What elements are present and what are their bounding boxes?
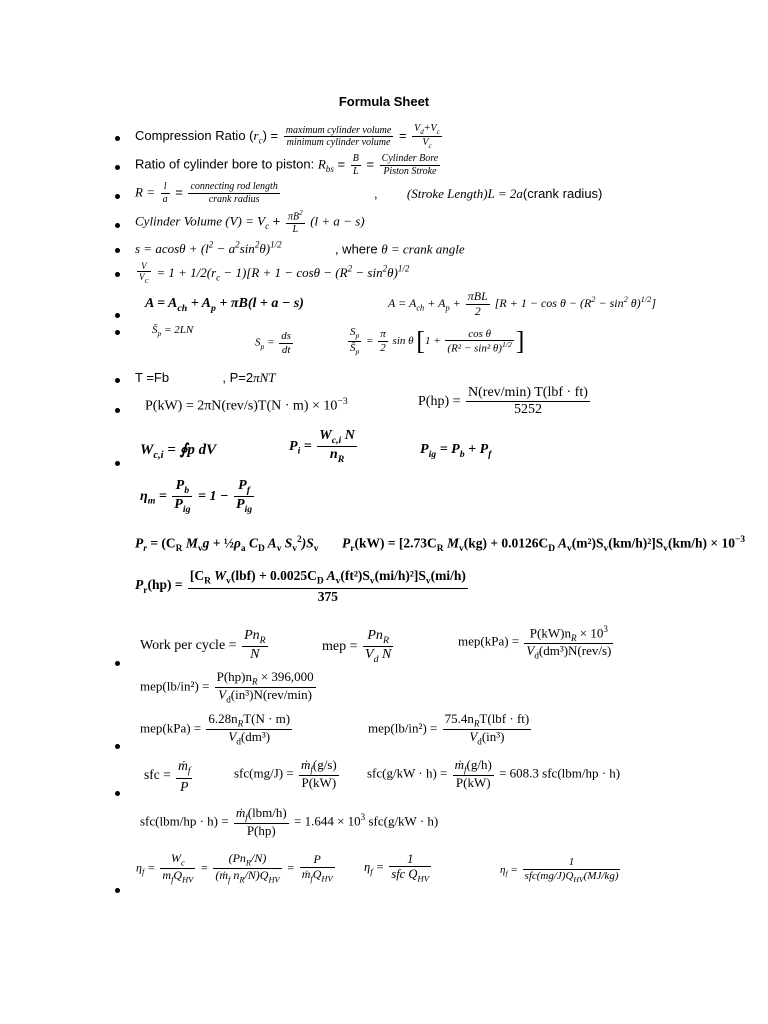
fraction: $\frac{W_{c,i} N}{n_R}$ [319,428,355,465]
bullet [115,378,120,383]
fraction: $\frac{\text{πBL}}{2}$ [467,289,488,318]
bullet [115,136,120,141]
bullet [115,461,120,466]
fraction: $\frac{\text{connecting rod length}}{\text{crank radius}}$ [190,181,278,205]
compression-ratio-formula: Compression Ratio $(r_c)$ = $\frac{\text{maximum cylinder volume}}{\text{minimum cylinder volume}}$ = $\frac{V_d+V_c}{V_c}$ [135,123,440,151]
bullet [115,408,120,413]
fraction: $\frac{P_b}{P_{ig}}$ [174,478,191,515]
bullet [115,330,120,335]
sfc-formula: sfc = $\frac{ṁ_f}{P}$ [144,758,191,794]
fraction: $\frac{Pn_R}{V_d N}$ [365,628,392,665]
mep-formula: mep = $\frac{Pn_R}{V_d N}$ [322,628,392,665]
fraction: $\frac{B}{L}$ [352,153,359,177]
road-power-hp-formula: $P_r(hp)$ = $\frac{[C_R W_v(lbf) + 0.0025C_D A_v(ft^2)S_v(mi/h)^2]S_v(mi/h)}{375}$ [135,568,466,604]
stroke-length-formula: , (Stroke Length)L = 2a(crank radius) [374,186,603,201]
rod-ratio-formula: R = $\frac{l}{a}$ = $\frac{\text{connecting rod length}}{\text{crank radius}}$ [135,181,278,205]
fraction: $\frac{\text{maximum cylinder volume}}{\text{minimum cylinder volume}}$ [285,124,392,149]
fraction: $\frac{[C_R W_v(lbf) + 0.0025C_D A_v(ft^2)S_v(mi/h)^2]S_v(mi/h)}{375}$ [189,568,466,604]
bullet [115,248,120,253]
fuel-efficiency-formula: $\eta_f$ = $\frac{W_c}{m_fQ_{HV}}$ = $\frac{(Pn_R/N)}{(ṁ_f n_R/N)Q_{HV}}$ = $\frac{P}{ṁ_fQ_{HV}}$ [136,851,333,885]
bullet [115,194,120,199]
fraction: $\frac{P}{ṁ_fQ_{HV}}$ [301,852,333,884]
fraction: $\frac{75.4n_RT(lbf \cdot ft)}{V_d(in^3)}$ [444,711,530,747]
fraction: $\frac{ṁ_f}{P}$ [178,758,191,794]
fraction: $\frac{Pn_R}{N}$ [244,628,266,663]
bullet [115,888,120,893]
fraction: $\frac{\pi}{2}$ [380,328,386,355]
sfc-mg-j-formula: sfc(mg/J) = $\frac{ṁ_f(g/s)}{P(kW)}$ [234,757,337,791]
indicated-work-formula: $W_{c,i}$ = ∮p dV [140,442,217,461]
fraction: $\frac{ṁ_f(g/s)}{P(kW)}$ [300,757,337,791]
instant-piston-speed-formula: $S_p$ = $\frac{ds}{dt}$ [255,330,292,356]
work-per-cycle-formula: Work per cycle = $\frac{Pn_R}{N}$ [140,628,266,663]
fuel-efficiency-mj-formula: $\eta_f$ = $\frac{1}{sfc(mg/J)Q_{HV}(MJ/kg)}$ [500,856,619,884]
mep-kpa-torque-formula: mep(kPa) = $\frac{6.28n_RT(N \cdot m)}{V_d(dm^3)}$ [140,711,291,747]
fraction: $\frac{\text{cos θ}}{(R^2 - \sin^2 \theta)^{1/2}}$ [447,327,512,355]
volume-ratio-formula: $\frac{V}{V_C}$ = $1 + 1/2(r_c - 1)[R + 1 - \cos\theta - (R^2 - \sin^2\theta)^{1/2}$ [139,261,410,286]
surface-area-crank-formula: $A = A_{ch} + A_p$ + $\frac{\text{πBL}}{2}$ $[R + 1 - \cos \theta - (R^2 - \sin^2 \theta)^{1/2}]$ [388,289,657,318]
fraction: $\frac{\text{Cylinder Bore}}{\text{Piston Stroke}}$ [381,153,439,177]
fraction: $\frac{P(kW)n_R \times 10^3}{V_d(dm^3)N(rev/s)}$ [526,624,612,661]
fraction: $\frac{l}{a}$ [162,181,168,205]
power-hp-formula: P(hp) = $\frac{\text{N(rev/min) T(lbf · ft)}}{5252}$ [418,385,588,418]
fraction: $\frac{P(hp)n_R \times 396,000}{V_d(in^3)N(rev/\min)}$ [216,669,314,705]
sfc-g-kwh-formula: sfc(g/kW · h) = $\frac{ṁ_f(g/h)}{P(kW)}$ = 608.3 sfc(lbm/hp · h) [367,757,621,791]
fuel-efficiency-sfc-formula: $\eta_f$ = $\frac{1}{sfc Q_{HV}}$ [364,852,430,884]
bullet [115,744,120,749]
mep-lb-torque-formula: mep(lb/in²) = $\frac{75.4n_RT(lbf \cdot ft)}{V_d(in^3)}$ [368,711,530,747]
bullet [115,791,120,796]
road-power-kw-formula: $P_r(kW) = [2.73C_R$ $M_v(kg) + 0.0126C_D$ $A_v(m^2)S_v(km/h)^2]S_v(km/h) \times 10^{-3}$ [342,535,746,555]
road-power-formula: $P_r = (C_R$ $M_vg$ + $\frac{1}{2}\rho_a$ $C_D$ $A_v$ $S_v^2)S_v$ [135,535,319,555]
mep-lb-power-formula: mep(lb/in²) = $\frac{P(hp)n_R \times 396,000}{V_d(in^3)N(rev/\min)}$ [140,669,314,705]
fraction: $\frac{P_f}{P_{ig}}$ [235,478,253,515]
fraction: $\frac{ds}{dt}$ [281,330,292,356]
mechanical-efficiency-formula: $\eta_m$ = $\frac{P_b}{P_{ig}}$ = 1 − $\frac{P_f}{P_{ig}}$ [140,478,253,515]
bullet [115,223,120,228]
cylinder-volume-formula: Cylinder Volume $(V) = V_c$ + $\frac{\pi B^2}{L}$ (l + a − s) [135,209,365,235]
piston-position-formula: $s = acos\theta + (l^2 - a^2\sin^2\theta)^{1/2}$ , where θ = crank angle [135,240,465,257]
sfc-lbm-hph-formula: sfc(lbm/hp · h) = $\frac{ṁ_f(lbm/h)}{P(hp)}$ = $1.644 \times 10^3$ sfc(g/kW · h) [140,805,439,839]
indicated-power-formula: $P_i$ = $\frac{W_{c,i} N}{n_R}$ [289,428,355,465]
fraction: $\frac{6.28n_RT(N \cdot m)}{V_d(dm^3)}$ [208,711,291,747]
mep-kpa-power-formula: mep(kPa) = $\frac{P(kW)n_R \times 10^3}{V_d(dm^3)N(rev/s)}$ [458,624,612,661]
fraction: $\frac{(Pn_R/N)}{(ṁ_f n_R/N)Q_{HV}}$ [215,851,280,885]
fraction: $\frac{\pi B^2}{L}$ [287,209,303,235]
gross-power-formula: $P_{ig} = P_b + P_f$ [420,442,492,460]
mean-piston-speed-formula: $S̄_p = 2LN$ [152,324,194,339]
fraction: $\frac{ṁ_f(lbm/h)}{P(hp)}$ [235,805,287,839]
surface-area-formula: $A = A_{ch} + A_p + \pi B(l + a - s)$ [145,296,304,314]
power-kw-formula: $P(kW) = 2\pi N(rev/s)T(N \cdot m) \times 10^{-3}$ [145,396,348,414]
page-title: Formula Sheet [338,94,430,109]
fraction: $\frac{W_c}{m_fQ_{HV}}$ [162,851,194,885]
piston-speed-ratio-formula: $\frac{S_p}{S̄_p}$ = $\frac{\pi}{2}$ sin θ [1 + $\frac{\text{cos θ}}{(R^2 - \sin^2 \theta)^{1/2}}$ ] [350,326,525,357]
bullet [115,272,120,277]
fraction: $\frac{V_d+V_c}{V_c}$ [414,123,440,151]
bullet [115,165,120,170]
fraction: $\frac{1}{sfc Q_{HV}}$ [391,852,430,884]
fraction: $\frac{S_p}{S̄_p}$ [350,326,360,357]
bore-ratio-formula: Ratio of cylinder bore to piston: $R_{bs}$ = $\frac{B}{L}$ = $\frac{\text{Cylinder Bore}}{\text{Piston Stroke}}$ [135,153,439,177]
fraction: $\frac{ṁ_f(g/h)}{P(kW)}$ [454,757,492,791]
bullet [115,661,120,666]
fraction: $\frac{1}{sfc(mg/J)Q_{HV}(MJ/kg)}$ [524,856,619,884]
fraction: $\frac{V}{V_C}$ [139,261,149,286]
bullet [115,313,120,318]
fraction: $\frac{\text{N(rev/min) T(lbf · ft)}}{5252}$ [468,385,588,418]
torque-power-formula: T =Fb , P=2πNT [135,370,276,385]
